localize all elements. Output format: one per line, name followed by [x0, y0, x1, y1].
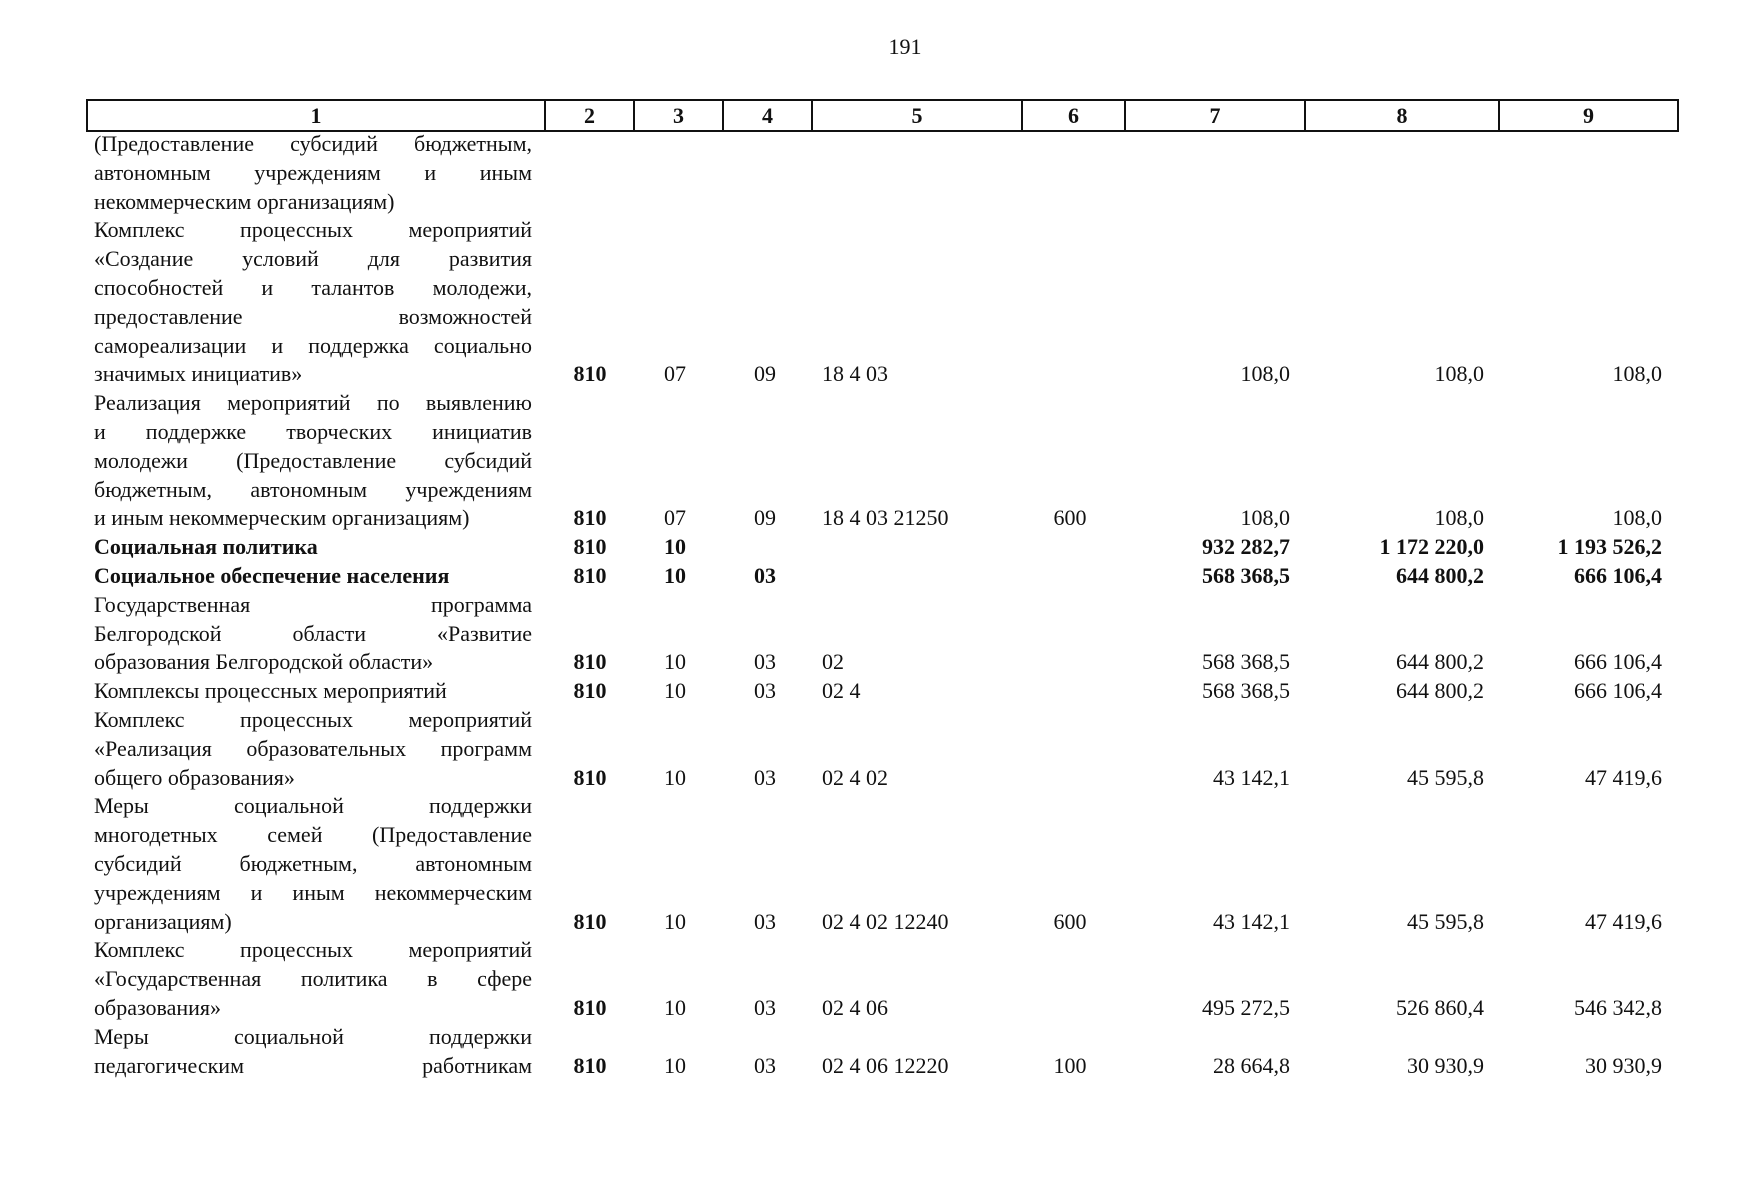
description-line: «Создание условий для развития	[94, 246, 532, 272]
description-line: организациям)	[94, 908, 232, 934]
budget-table-body	[0, 130, 1760, 1080]
cell-col-5	[822, 562, 1022, 591]
cell-col-8: 45 595,8	[1407, 908, 1484, 934]
cell-col-7: 932 282,7	[1202, 534, 1290, 560]
cell-col-5	[822, 533, 1022, 562]
table-row	[0, 216, 1760, 389]
cell-col-8: 45 595,8	[1407, 764, 1484, 790]
description-line: Комплекс процессных мероприятий	[94, 217, 532, 243]
cell-col-3: 10	[664, 678, 686, 704]
description-line: способностей и талантов молодежи,	[94, 274, 532, 300]
description-line: Белгородской области «Развитие	[94, 620, 532, 646]
cell-col-9: 47 419,6	[1585, 908, 1662, 934]
cell-col-8: 644 800,2	[1396, 678, 1484, 704]
cell-col-2: 810	[573, 1052, 607, 1078]
cell-col-2: 810	[573, 562, 607, 588]
description-line: общего образования»	[94, 764, 295, 790]
cell-col-3: 07	[664, 361, 686, 387]
cell-col-4: 03	[754, 994, 776, 1020]
cell-col-7: 568 368,5	[1202, 678, 1290, 704]
cell-col-4: 03	[754, 678, 776, 704]
row-description	[94, 130, 532, 216]
cell-col-8	[1310, 188, 1484, 217]
cell-col-5: 02 4	[822, 678, 861, 704]
cell-col-2: 810	[573, 505, 607, 531]
cell-col-7: 28 664,8	[1213, 1052, 1290, 1078]
description-line: учреждениям и иным некоммерческим	[94, 879, 532, 905]
cell-col-4: 03	[754, 1052, 776, 1078]
description-line: «Реализация образовательных программ	[94, 735, 532, 761]
table-row	[0, 533, 1760, 562]
cell-col-9: 30 930,9	[1585, 1052, 1662, 1078]
cell-col-2: 810	[573, 678, 607, 704]
column-header-3: 3	[634, 100, 723, 131]
column-header-9: 9	[1499, 100, 1678, 131]
cell-col-2: 810	[573, 908, 607, 934]
row-description	[94, 591, 532, 677]
cell-col-8: 644 800,2	[1396, 562, 1484, 588]
cell-col-3: 10	[664, 562, 686, 588]
description-line: некоммерческим организациям)	[94, 188, 395, 214]
cell-col-6: 600	[1053, 505, 1087, 531]
column-header-8: 8	[1305, 100, 1499, 131]
column-header-4: 4	[723, 100, 812, 131]
row-description	[94, 216, 532, 389]
row-description	[94, 389, 532, 533]
table-row	[0, 706, 1760, 792]
description-line: образования Белгородской области»	[94, 649, 434, 675]
table-row	[0, 562, 1760, 591]
cell-col-7: 108,0	[1240, 361, 1290, 387]
cell-col-9: 666 106,4	[1574, 562, 1662, 588]
cell-col-7: 568 368,5	[1202, 562, 1290, 588]
cell-col-8: 108,0	[1434, 505, 1484, 531]
column-header-row	[86, 99, 1679, 132]
cell-col-3: 10	[664, 908, 686, 934]
cell-col-9: 108,0	[1612, 505, 1662, 531]
cell-col-4: 09	[754, 505, 776, 531]
cell-col-5: 18 4 03 21250	[822, 505, 949, 531]
row-description	[94, 792, 532, 936]
description-line: Меры социальной поддержки	[94, 1023, 532, 1049]
cell-col-2: 810	[573, 361, 607, 387]
cell-col-5	[822, 188, 1022, 217]
cell-col-6	[1030, 764, 1110, 793]
cell-col-6: 600	[1053, 908, 1087, 934]
cell-col-3: 10	[664, 534, 686, 560]
table-row	[0, 677, 1760, 706]
cell-col-7: 43 142,1	[1213, 908, 1290, 934]
description-line: «Государственная политика в сфере	[94, 966, 532, 992]
cell-col-9: 47 419,6	[1585, 764, 1662, 790]
description-line: и поддержке творческих инициатив	[94, 418, 532, 444]
cell-col-5: 18 4 03	[822, 361, 888, 387]
cell-col-3: 10	[664, 764, 686, 790]
row-description	[94, 677, 532, 706]
row-description	[94, 1023, 532, 1081]
description-line: самореализации и поддержка социально	[94, 332, 532, 358]
description-line: Комплекс процессных мероприятий	[94, 937, 532, 963]
column-header-1: 1	[87, 100, 545, 131]
cell-col-8: 30 930,9	[1407, 1052, 1484, 1078]
description-line: (Предоставление субсидий бюджетным,	[94, 131, 532, 156]
description-line: молодежи (Предоставление субсидий	[94, 447, 532, 473]
cell-col-6	[1030, 188, 1110, 217]
cell-col-6: 100	[1053, 1052, 1087, 1078]
cell-col-8: 108,0	[1434, 361, 1484, 387]
description-line: Реализация мероприятий по выявлению	[94, 390, 532, 416]
cell-col-7: 568 368,5	[1202, 649, 1290, 675]
description-line: Социальная политика	[94, 534, 318, 560]
cell-col-7	[1130, 188, 1290, 217]
cell-col-4: 03	[754, 908, 776, 934]
description-line: бюджетным, автономным учреждениям	[94, 476, 532, 502]
cell-col-9: 666 106,4	[1574, 649, 1662, 675]
cell-col-2: 810	[573, 994, 607, 1020]
description-line: многодетных семей (Предоставление	[94, 822, 532, 848]
description-line: Меры социальной поддержки	[94, 793, 532, 819]
cell-col-3: 10	[664, 1052, 686, 1078]
cell-col-7: 43 142,1	[1213, 764, 1290, 790]
cell-col-5: 02 4 06 12220	[822, 1052, 949, 1078]
cell-col-5: 02 4 02	[822, 764, 888, 790]
table-row	[0, 792, 1760, 936]
cell-col-6	[1030, 562, 1110, 591]
cell-col-8: 1 172 220,0	[1379, 534, 1484, 560]
table-row	[0, 130, 1760, 216]
column-header-7: 7	[1125, 100, 1305, 131]
description-line: образования»	[94, 994, 222, 1020]
cell-col-9	[1500, 188, 1662, 217]
cell-col-2	[560, 188, 620, 217]
column-header-5: 5	[812, 100, 1022, 131]
row-description	[94, 936, 532, 1022]
cell-col-5: 02	[822, 649, 844, 675]
cell-col-9: 108,0	[1612, 361, 1662, 387]
description-line: Комплекс процессных мероприятий	[94, 706, 532, 732]
cell-col-8: 644 800,2	[1396, 649, 1484, 675]
description-line: предоставление возможностей	[94, 303, 532, 329]
description-line: Социальное обеспечение населения	[94, 562, 450, 588]
cell-col-4: 03	[754, 764, 776, 790]
cell-col-4: 03	[754, 649, 776, 675]
cell-col-3	[650, 188, 700, 217]
description-line: значимых инициатив»	[94, 361, 303, 387]
description-line: педагогическим работникам	[94, 1052, 532, 1078]
cell-col-9: 546 342,8	[1574, 994, 1662, 1020]
row-description	[94, 706, 532, 792]
cell-col-3: 10	[664, 649, 686, 675]
table-row	[0, 936, 1760, 1022]
cell-col-2: 810	[573, 534, 607, 560]
cell-col-5: 02 4 02 12240	[822, 908, 949, 934]
cell-col-4: 03	[754, 562, 776, 588]
table-row	[0, 389, 1760, 533]
cell-col-6	[1030, 648, 1110, 677]
cell-col-4: 09	[754, 361, 776, 387]
cell-col-3: 07	[664, 505, 686, 531]
description-line: Государственная программа	[94, 591, 532, 617]
cell-col-6	[1030, 994, 1110, 1023]
description-line: и иным некоммерческим организациям)	[94, 505, 470, 531]
cell-col-7: 495 272,5	[1202, 994, 1290, 1020]
cell-col-9: 1 193 526,2	[1557, 534, 1662, 560]
cell-col-6	[1030, 360, 1110, 389]
cell-col-3: 10	[664, 994, 686, 1020]
table-row	[0, 591, 1760, 677]
page-number: 191	[888, 34, 922, 59]
description-line: Комплексы процессных мероприятий	[94, 678, 447, 704]
cell-col-5: 02 4 06	[822, 994, 888, 1020]
cell-col-4	[740, 533, 790, 562]
column-header-2: 2	[545, 100, 634, 131]
column-header-6: 6	[1022, 100, 1125, 131]
cell-col-4	[740, 188, 790, 217]
cell-col-9: 666 106,4	[1574, 678, 1662, 704]
description-line: автономным учреждениям и иным	[94, 159, 532, 185]
cell-col-2: 810	[573, 764, 607, 790]
cell-col-6	[1030, 533, 1110, 562]
cell-col-7: 108,0	[1240, 505, 1290, 531]
row-description	[94, 533, 532, 562]
cell-col-2: 810	[573, 649, 607, 675]
row-description	[94, 562, 532, 591]
description-line: субсидий бюджетным, автономным	[94, 850, 532, 876]
cell-col-6	[1030, 677, 1110, 706]
table-row	[0, 1023, 1760, 1081]
cell-col-8: 526 860,4	[1396, 994, 1484, 1020]
